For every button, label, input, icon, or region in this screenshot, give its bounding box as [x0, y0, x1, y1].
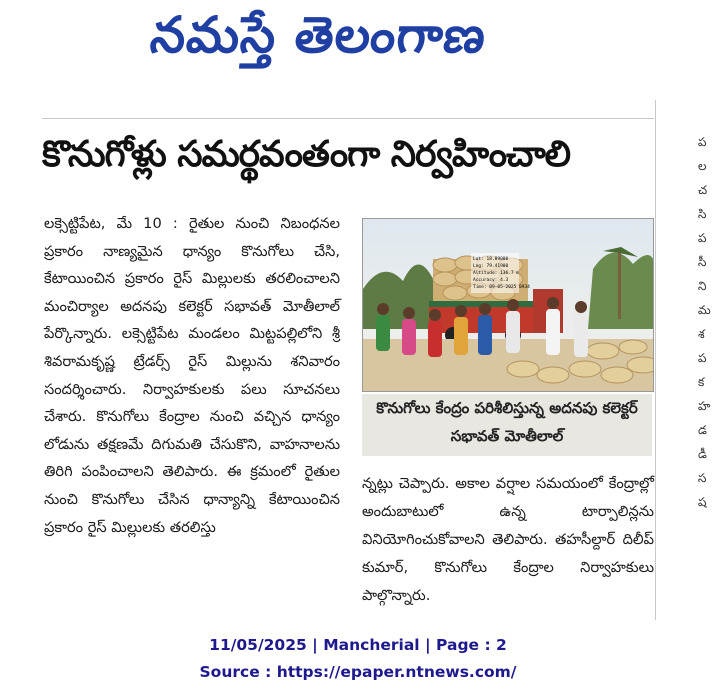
fragment-char: ప	[698, 135, 707, 149]
photo-overlay-line: Altitude: 136.7 m	[473, 271, 520, 276]
article-body-column-1	[44, 210, 340, 541]
article-body-column-2: న్నట్లు చెప్పారు. అకాల వర్షాల సమయంలో కేంద్రాల్లో అందుబాటులో ఉన్న టార్పాలిన్లను వినియోగించుకోవాలని తెలిపారు. తహసీల్దార్ దిలీప్ కుమార్, కొనుగోలు కేంద్రాల నిర్వాహకులు పాల్గొన్నారు.	[362, 475, 654, 604]
fragment-char: చ	[698, 183, 708, 197]
fragment-char: స	[698, 471, 707, 485]
fragment-char: ల	[698, 159, 707, 173]
photo-caption: కొనుగోలు కేంద్రం పరిశీలిస్తున్న అదనపు కలెక్టర్ సభావత్ మోతీలాల్	[362, 394, 652, 456]
photo-overlay-line: Time: 09-05-2025 0934	[473, 285, 530, 290]
fragment-char: ప	[698, 231, 707, 245]
masthead	[0, 0, 716, 90]
top-divider	[42, 118, 654, 119]
fragment-char: హ	[698, 399, 711, 413]
news-photo	[362, 218, 654, 392]
body-paragraph: లక్సెట్టిపేట, మే 10 : రైతుల నుంచి నిబంధనల ప్రకారం నాణ్యమైన ధాన్యం కొనుగోలు చేసి, కేటాయించిన ప్రకారం రైస్ మిల్లులకు తరలించాలని మంచిర్యాల అదనపు కలెక్టర్ సభావత్ మోతీలాల్ పేర్కొన్నారు. లక్సెట్టిపేట మండలం మిట్టపల్లిలోని శ్రీ శివరామకృష్ణ ట్రేడర్స్ రైస్ మిల్లును శనివారం సందర్శించారు. నిర్వాహకులకు పలు సూచనలు చేశారు. కొనుగోలు కేంద్రాల నుంచి వచ్చిన ధాన్యం లోడును తక్షణమే దిగుమతి చేసుకొని, వాహనాలను తిరిగి పంపించాలని తెలిపారు. ఈ క్రమంలో రైతుల నుంచి కొనుగోలు చేసిన ధాన్యాన్ని కేటాయించిన ప్రకారం రైస్ మిల్లులకు తరలిస్తు	[44, 215, 340, 536]
fragment-char: శ	[698, 327, 705, 341]
fragment-char: సి	[698, 207, 707, 221]
photo-overlay-line: Accuracy: 4.3	[473, 278, 509, 283]
photo-overlay-line: Lng: 79.41900	[473, 264, 509, 269]
adjacent-article-fragment	[698, 130, 716, 610]
page-footer	[0, 632, 716, 686]
fragment-char: ప	[698, 351, 707, 365]
source-link[interactable]: Source : https://epaper.ntnews.com/	[199, 663, 517, 681]
fragment-char: డ	[698, 423, 707, 437]
fragment-char: మ	[698, 303, 711, 317]
fragment-char: ని	[698, 279, 707, 293]
edition-info: 11/05/2025 | Mancherial | Page : 2	[209, 636, 507, 654]
fragment-char: క	[698, 375, 705, 389]
photo-illustration	[363, 219, 653, 391]
fragment-char: సీ	[698, 255, 707, 269]
fragment-char: డీ	[698, 447, 707, 461]
newspaper-title: నమస్తే తెలంగాణ	[147, 6, 490, 64]
fragment-char: ష	[698, 495, 707, 509]
article-headline: కొనుగోళ్లు సమర్థవంతంగా నిర్వహించాలి	[42, 134, 571, 175]
photo-overlay-line: Lat: 18.89000	[473, 257, 509, 262]
